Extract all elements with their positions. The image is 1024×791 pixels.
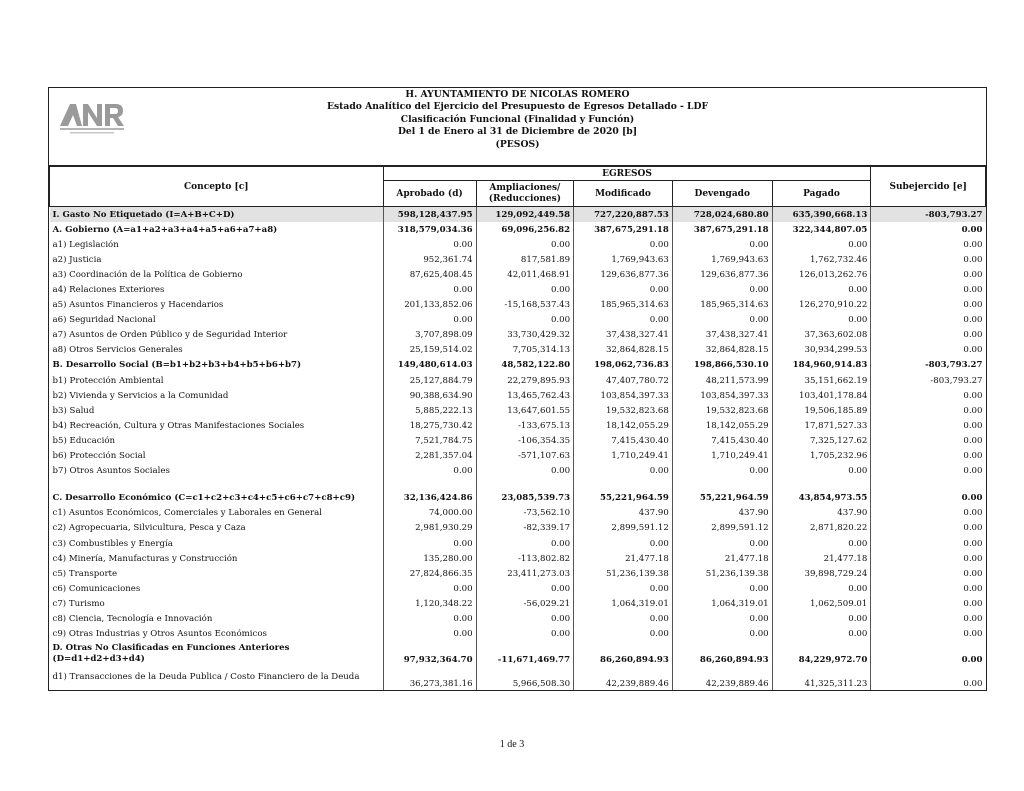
pagado-cell: 322,344,807.05 <box>772 222 871 237</box>
concepto-cell <box>50 479 384 491</box>
col-ampliaciones: Ampliaciones/ (Reducciones) <box>476 181 574 207</box>
concepto-cell: B. Desarrollo Social (B=b1+b2+b3+b4+b5+b6+b7) <box>50 358 384 373</box>
table-row <box>50 611 986 626</box>
ampliaciones-cell: -15,168,537.43 <box>476 298 574 313</box>
subejercido-cell: 0.00 <box>963 451 983 462</box>
subejercido-cell: -803,793.27 <box>871 207 986 223</box>
aprobado-cell: 97,932,364.70 <box>383 642 476 666</box>
report-title: Estado Analítico del Ejercicio del Presupuesto de Egresos Detallado - LDF <box>327 101 708 113</box>
pagado-cell: 2,871,820.22 <box>772 521 871 536</box>
table-row <box>50 328 986 343</box>
pagado-cell: 1,062,509.01 <box>772 596 871 611</box>
devengado-cell: 0.00 <box>672 464 772 479</box>
table-row <box>50 566 986 581</box>
concepto-cell: C. Desarrollo Económico (C=c1+c2+c3+c4+c5+c6+c7+c8+c9) <box>50 491 384 506</box>
col-modificado: Modificado <box>574 181 673 207</box>
ampliaciones-cell: 13,647,601.55 <box>476 403 574 418</box>
subejercido-cell: 0.00 <box>963 466 983 477</box>
modificado-cell: 47,407,780.72 <box>574 373 673 388</box>
modificado-cell: 1,064,319.01 <box>574 596 673 611</box>
modificado-cell: 7,415,430.40 <box>574 433 673 448</box>
concepto-cell: b7) Otros Asuntos Sociales <box>50 464 384 479</box>
ampliaciones-cell: 0.00 <box>476 627 574 642</box>
devengado-cell: 0.00 <box>672 536 772 551</box>
devengado-cell: 129,636,877.36 <box>672 267 772 282</box>
table-row <box>50 343 986 358</box>
modificado-cell: 0.00 <box>574 536 673 551</box>
modificado-cell: 86,260,894.93 <box>574 642 673 666</box>
table-row <box>50 627 986 642</box>
concepto-cell: c1) Asuntos Económicos, Comerciales y Laborales en General <box>50 506 384 521</box>
devengado-cell: 42,239,889.46 <box>672 666 772 690</box>
pagado-cell: 37,363,602.08 <box>772 328 871 343</box>
concepto-cell: b6) Protección Social <box>50 449 384 464</box>
concepto-cell: b3) Salud <box>50 403 384 418</box>
subejercido-cell: 0.00 <box>961 493 983 504</box>
aprobado-cell: 7,521,784.75 <box>383 433 476 448</box>
concepto-cell: a7) Asuntos de Orden Público y de Seguridad Interior <box>50 328 384 343</box>
modificado-cell <box>574 479 673 491</box>
subejercido-cell: 0.00 <box>963 583 983 594</box>
modificado-cell: 727,220,887.53 <box>574 207 673 223</box>
pagado-cell <box>772 479 871 491</box>
page-number: 1 de 3 <box>499 739 525 750</box>
pagado-cell: 184,960,914.83 <box>772 358 871 373</box>
devengado-cell: 103,854,397.33 <box>672 388 772 403</box>
concepto-cell: a2) Justicia <box>50 252 384 267</box>
ampliaciones-cell: 0.00 <box>476 313 574 328</box>
subejercido-cell: 0.00 <box>963 405 983 416</box>
col-egresos: EGRESOS <box>383 167 871 181</box>
pagado-cell: 1,705,232.96 <box>772 449 871 464</box>
ampliaciones-cell: 69,096,256.82 <box>476 222 574 237</box>
devengado-cell: 198,866,530.10 <box>672 358 772 373</box>
devengado-cell: 37,438,327.41 <box>672 328 772 343</box>
ampliaciones-cell: -571,107.63 <box>476 449 574 464</box>
aprobado-cell: 201,133,852.06 <box>383 298 476 313</box>
subejercido-cell: 0.00 <box>963 254 983 265</box>
pagado-cell: 17,871,527.33 <box>772 418 871 433</box>
devengado-cell: 728,024,680.80 <box>672 207 772 223</box>
modificado-cell: 185,965,314.63 <box>574 298 673 313</box>
aprobado-cell: 318,579,034.36 <box>383 222 476 237</box>
ampliaciones-cell: 22,279,895.93 <box>476 373 574 388</box>
table-row <box>50 237 986 252</box>
currency-title: (PESOS) <box>495 138 540 150</box>
devengado-cell: 2,899,591.12 <box>672 521 772 536</box>
modificado-cell: 0.00 <box>574 464 673 479</box>
table-row <box>50 491 986 506</box>
table-row <box>50 282 986 297</box>
table-row <box>50 642 986 666</box>
aprobado-cell: 0.00 <box>383 581 476 596</box>
subejercido-cell: 0.00 <box>963 345 983 356</box>
aprobado-cell: 27,824,866.35 <box>383 566 476 581</box>
pagado-cell: 0.00 <box>772 464 871 479</box>
ampliaciones-cell: 33,730,429.32 <box>476 328 574 343</box>
aprobado-cell: 1,120,348.22 <box>383 596 476 611</box>
subejercido-cell <box>871 479 986 491</box>
modificado-cell: 1,769,943.63 <box>574 252 673 267</box>
table-row <box>50 418 986 433</box>
devengado-cell <box>672 479 772 491</box>
ampliaciones-cell: 0.00 <box>476 581 574 596</box>
concepto-cell: D. Otras No Clasificadas en Funciones Anteriores (D=d1+d2+d3+d4) <box>50 642 384 666</box>
table-row <box>50 666 986 690</box>
table-row <box>50 551 986 566</box>
aprobado-cell: 32,136,424.86 <box>383 491 476 506</box>
ampliaciones-cell: 129,092,449.58 <box>476 207 574 223</box>
devengado-cell: 86,260,894.93 <box>672 642 772 666</box>
modificado-cell: 0.00 <box>574 237 673 252</box>
modificado-cell: 37,438,327.41 <box>574 328 673 343</box>
col-pagado: Pagado <box>772 181 871 207</box>
devengado-cell: 0.00 <box>672 581 772 596</box>
subejercido-cell: 0.00 <box>963 568 983 579</box>
concepto-cell: c7) Turismo <box>50 596 384 611</box>
concepto-cell: c3) Combustibles y Energía <box>50 536 384 551</box>
aprobado-cell: 952,361.74 <box>383 252 476 267</box>
table-row <box>50 596 986 611</box>
subejercido-cell: 0.00 <box>961 654 983 665</box>
subejercido-cell: 0.00 <box>963 523 983 534</box>
devengado-cell: 1,769,943.63 <box>672 252 772 267</box>
table-row <box>50 207 986 223</box>
subejercido-cell: 0.00 <box>963 508 983 519</box>
table-row <box>50 433 986 448</box>
table-row <box>50 449 986 464</box>
pagado-cell: 126,013,262.76 <box>772 267 871 282</box>
table-row <box>50 464 986 479</box>
modificado-cell: 0.00 <box>574 611 673 626</box>
ampliaciones-cell: -133,675.13 <box>476 418 574 433</box>
aprobado-cell: 0.00 <box>383 611 476 626</box>
modificado-cell: 0.00 <box>574 627 673 642</box>
pagado-cell: 84,229,972.70 <box>772 642 871 666</box>
modificado-cell: 103,854,397.33 <box>574 388 673 403</box>
aprobado-cell: 87,625,408.45 <box>383 267 476 282</box>
devengado-cell: 437.90 <box>672 506 772 521</box>
devengado-cell: 185,965,314.63 <box>672 298 772 313</box>
ampliaciones-cell: -11,671,469.77 <box>476 642 574 666</box>
table-row <box>50 581 986 596</box>
aprobado-cell: 0.00 <box>383 627 476 642</box>
pagado-cell: 126,270,910.22 <box>772 298 871 313</box>
subejercido-cell: 0.00 <box>963 330 983 341</box>
devengado-cell: 51,236,139.38 <box>672 566 772 581</box>
modificado-cell: 51,236,139.38 <box>574 566 673 581</box>
concepto-cell: c6) Comunicaciones <box>50 581 384 596</box>
concepto-cell: c2) Agropecuaria, Silvicultura, Pesca y Caza <box>50 521 384 536</box>
ampliaciones-cell <box>476 479 574 491</box>
report-sheet <box>48 87 987 691</box>
aprobado-cell: 0.00 <box>383 536 476 551</box>
classification-title: Clasificación Funcional (Finalidad y Función) <box>400 113 635 125</box>
devengado-cell: 55,221,964.59 <box>672 491 772 506</box>
ampliaciones-cell: 13,465,762.43 <box>476 388 574 403</box>
subejercido-cell: 0.00 <box>963 598 983 609</box>
table-row <box>50 373 986 388</box>
concepto-cell: c4) Minería, Manufacturas y Construcción <box>50 551 384 566</box>
table-row <box>50 358 986 373</box>
pagado-cell: 43,854,973.55 <box>772 491 871 506</box>
ampliaciones-cell: 0.00 <box>476 464 574 479</box>
devengado-cell: 0.00 <box>672 611 772 626</box>
table-row <box>50 267 986 282</box>
devengado-cell: 18,142,055.29 <box>672 418 772 433</box>
pagado-cell: 635,390,668.13 <box>772 207 871 223</box>
devengado-cell: 1,064,319.01 <box>672 596 772 611</box>
modificado-cell: 129,636,877.36 <box>574 267 673 282</box>
devengado-cell: 0.00 <box>672 627 772 642</box>
concepto-cell: b4) Recreación, Cultura y Otras Manifestaciones Sociales <box>50 418 384 433</box>
concepto-cell: d1) Transacciones de la Deuda Publica / Costo Financiero de la Deuda <box>50 666 384 690</box>
subejercido-cell: 0.00 <box>963 613 983 624</box>
budget-table <box>49 166 986 690</box>
pagado-cell: 41,325,311.23 <box>772 666 871 690</box>
devengado-cell: 0.00 <box>672 237 772 252</box>
aprobado-cell: 149,480,614.03 <box>383 358 476 373</box>
devengado-cell: 32,864,828.15 <box>672 343 772 358</box>
modificado-cell: 42,239,889.46 <box>574 666 673 690</box>
concepto-cell: a1) Legislación <box>50 237 384 252</box>
modificado-cell: 0.00 <box>574 313 673 328</box>
modificado-cell: 21,477.18 <box>574 551 673 566</box>
table-row <box>50 403 986 418</box>
concepto-cell: a5) Asuntos Financieros y Hacendarios <box>50 298 384 313</box>
modificado-cell: 387,675,291.18 <box>574 222 673 237</box>
aprobado-cell <box>383 479 476 491</box>
modificado-cell: 2,899,591.12 <box>574 521 673 536</box>
subejercido-cell: 0.00 <box>963 269 983 280</box>
aprobado-cell: 25,127,884.79 <box>383 373 476 388</box>
modificado-cell: 18,142,055.29 <box>574 418 673 433</box>
table-header <box>50 167 986 207</box>
ampliaciones-cell: -82,339.17 <box>476 521 574 536</box>
devengado-cell: 7,415,430.40 <box>672 433 772 448</box>
concepto-cell: A. Gobierno (A=a1+a2+a3+a4+a5+a6+a7+a8) <box>50 222 384 237</box>
ampliaciones-cell: -56,029.21 <box>476 596 574 611</box>
col-devengado: Devengado <box>672 181 772 207</box>
pagado-cell: 30,934,299.53 <box>772 343 871 358</box>
subejercido-cell: 0.00 <box>963 420 983 431</box>
ampliaciones-cell: 42,011,468.91 <box>476 267 574 282</box>
modificado-cell: 32,864,828.15 <box>574 343 673 358</box>
concepto-cell: I. Gasto No Etiquetado (I=A+B+C+D) <box>50 207 384 223</box>
devengado-cell: 1,710,249.41 <box>672 449 772 464</box>
devengado-cell: 0.00 <box>672 313 772 328</box>
subejercido-cell: 0.00 <box>963 315 983 326</box>
aprobado-cell: 598,128,437.95 <box>383 207 476 223</box>
pagado-cell: 0.00 <box>772 282 871 297</box>
devengado-cell: 387,675,291.18 <box>672 222 772 237</box>
aprobado-cell: 0.00 <box>383 313 476 328</box>
concepto-cell: a3) Coordinación de la Política de Gobierno <box>50 267 384 282</box>
ampliaciones-cell: -73,562.10 <box>476 506 574 521</box>
pagado-cell: 0.00 <box>772 581 871 596</box>
concepto-cell: c8) Ciencia, Tecnología e Innovación <box>50 611 384 626</box>
concepto-cell: a8) Otros Servicios Generales <box>50 343 384 358</box>
pagado-cell: 0.00 <box>772 313 871 328</box>
report-header <box>49 88 986 166</box>
ampliaciones-cell: 817,581.89 <box>476 252 574 267</box>
modificado-cell: 0.00 <box>574 282 673 297</box>
table-body <box>50 207 986 690</box>
subejercido-cell: 0.00 <box>961 224 983 235</box>
aprobado-cell: 5,885,222.13 <box>383 403 476 418</box>
concepto-cell: b2) Vivienda y Servicios a la Comunidad <box>50 388 384 403</box>
ampliaciones-cell: 23,411,273.03 <box>476 566 574 581</box>
aprobado-cell: 2,981,930.29 <box>383 521 476 536</box>
modificado-cell: 437.90 <box>574 506 673 521</box>
subejercido-cell: -803,793.27 <box>925 360 983 371</box>
subejercido-cell: 0.00 <box>963 300 983 311</box>
pagado-cell: 19,506,185.89 <box>772 403 871 418</box>
ampliaciones-cell: 0.00 <box>476 536 574 551</box>
period-title: Del 1 de Enero al 31 de Diciembre de 2020 [b] <box>397 126 638 138</box>
pagado-cell: 35,151,662.19 <box>772 373 871 388</box>
concepto-cell: b1) Protección Ambiental <box>50 373 384 388</box>
devengado-cell: 0.00 <box>672 282 772 297</box>
aprobado-cell: 135,280.00 <box>383 551 476 566</box>
concepto-cell: c9) Otras Industrias y Otros Asuntos Económicos <box>50 627 384 642</box>
col-concepto: Concepto [c] <box>50 167 384 207</box>
pagado-cell: 1,762,732.46 <box>772 252 871 267</box>
pagado-cell: 0.00 <box>772 536 871 551</box>
table-row <box>50 298 986 313</box>
pagado-cell: 0.00 <box>772 611 871 626</box>
aprobado-cell: 0.00 <box>383 282 476 297</box>
ampliaciones-cell: 0.00 <box>476 237 574 252</box>
col-aprobado: Aprobado (d) <box>383 181 476 207</box>
pagado-cell: 21,477.18 <box>772 551 871 566</box>
subejercido-cell: 0.00 <box>963 435 983 446</box>
aprobado-cell: 2,281,357.04 <box>383 449 476 464</box>
table-row <box>50 506 986 521</box>
aprobado-cell: 0.00 <box>383 237 476 252</box>
modificado-cell: 19,532,823.68 <box>574 403 673 418</box>
table-row <box>50 252 986 267</box>
table-row <box>50 521 986 536</box>
ampliaciones-cell: 0.00 <box>476 282 574 297</box>
subejercido-cell: 0.00 <box>963 538 983 549</box>
table-row <box>50 479 986 491</box>
entity-title: H. AYUNTAMIENTO DE NICOLAS ROMERO <box>405 89 630 100</box>
ampliaciones-cell: -113,802.82 <box>476 551 574 566</box>
modificado-cell: 0.00 <box>574 581 673 596</box>
devengado-cell: 48,211,573.99 <box>672 373 772 388</box>
subejercido-cell: -803,793.27 <box>930 375 983 386</box>
subejercido-cell: 0.00 <box>963 553 983 564</box>
ampliaciones-cell: 7,705,314.13 <box>476 343 574 358</box>
ampliaciones-cell: -106,354.35 <box>476 433 574 448</box>
subejercido-cell: 0.00 <box>963 629 983 640</box>
ampliaciones-cell: 48,582,122.80 <box>476 358 574 373</box>
aprobado-cell: 25,159,514.02 <box>383 343 476 358</box>
aprobado-cell: 90,388,634.90 <box>383 388 476 403</box>
ampliaciones-cell: 23,085,539.73 <box>476 491 574 506</box>
anr-logo <box>56 96 128 136</box>
concepto-cell: a6) Seguridad Nacional <box>50 313 384 328</box>
devengado-cell: 21,477.18 <box>672 551 772 566</box>
concepto-cell: c5) Transporte <box>50 566 384 581</box>
pagado-cell: 0.00 <box>772 627 871 642</box>
modificado-cell: 55,221,964.59 <box>574 491 673 506</box>
col-subejercido: Subejercido [e] <box>871 167 986 207</box>
concepto-cell: b5) Educación <box>50 433 384 448</box>
pagado-cell: 7,325,127.62 <box>772 433 871 448</box>
modificado-cell: 1,710,249.41 <box>574 449 673 464</box>
table-row <box>50 536 986 551</box>
modificado-cell: 198,062,736.83 <box>574 358 673 373</box>
pagado-cell: 0.00 <box>772 237 871 252</box>
ampliaciones-cell: 0.00 <box>476 611 574 626</box>
ampliaciones-cell: 5,966,508.30 <box>476 666 574 690</box>
pagado-cell: 39,898,729.24 <box>772 566 871 581</box>
subejercido-cell: 0.00 <box>963 285 983 296</box>
pagado-cell: 437.90 <box>772 506 871 521</box>
aprobado-cell: 0.00 <box>383 464 476 479</box>
aprobado-cell: 36,273,381.16 <box>383 666 476 690</box>
subejercido-cell: 0.00 <box>963 239 983 250</box>
aprobado-cell: 18,275,730.42 <box>383 418 476 433</box>
devengado-cell: 19,532,823.68 <box>672 403 772 418</box>
subejercido-cell: 0.00 <box>963 390 983 401</box>
table-row <box>50 222 986 237</box>
concepto-cell: a4) Relaciones Exteriores <box>50 282 384 297</box>
aprobado-cell: 74,000.00 <box>383 506 476 521</box>
subejercido-cell: 0.00 <box>963 678 983 689</box>
table-row <box>50 313 986 328</box>
pagado-cell: 103,401,178.84 <box>772 388 871 403</box>
table-row <box>50 388 986 403</box>
aprobado-cell: 3,707,898.09 <box>383 328 476 343</box>
